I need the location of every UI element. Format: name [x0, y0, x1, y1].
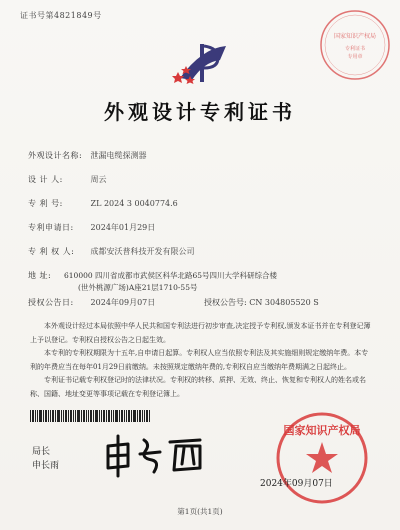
field-application-date [28, 222, 155, 233]
field-value: 2024年09月07日 [90, 298, 156, 307]
svg-text:国家知识产权局: 国家知识产权局 [333, 33, 377, 40]
field-value: ZL 2024 3 0040774.6 [90, 199, 178, 208]
field-label: 外观设计名称: [28, 151, 83, 160]
field-value: 成都安沃普科技开发有限公司 [90, 247, 195, 256]
field-patentee [28, 246, 195, 257]
field-address-line2: (世外桃源广场)A座21层1710-55号 [78, 283, 198, 292]
seal-date: 2024年09月07日 [260, 479, 333, 489]
certificate-body-text [30, 320, 372, 401]
cnipa-logo-icon [170, 38, 234, 88]
svg-text:专利证书: 专利证书 [344, 46, 366, 52]
field-label: 地 址: [28, 271, 52, 280]
field-designer [28, 174, 107, 185]
barcode-icon [30, 410, 150, 422]
field-label: 专 利 号: [28, 199, 63, 208]
field-address-label [28, 270, 64, 281]
field-value: 周云 [90, 175, 107, 184]
field-label: 授权公告日: [28, 298, 74, 307]
svg-text:专用章: 专用章 [347, 54, 363, 60]
field-value: CN 304805520 S [249, 298, 319, 307]
field-label: 专 利 权 人: [28, 247, 75, 256]
paragraph: 本外观设计经过本局依照中华人民共和国专利法进行初步审查,决定授予专利权,颁发本证书并在专利登记簿上予以登记。专利权自授权公告之日起生效。 [30, 322, 371, 344]
field-patent-number [28, 198, 178, 209]
field-label: 专利申请日: [28, 223, 74, 232]
page-number: 第1页(共1页) [177, 507, 223, 516]
seal-text: 国家知识产权局 [283, 424, 361, 437]
director-signature [100, 430, 210, 480]
top-seal-stamp [318, 8, 392, 82]
field-design-name [28, 150, 147, 161]
page-title: 外观设计专利证书 [104, 100, 296, 124]
director-title: 局长 [32, 447, 51, 457]
field-value: 2024年01月29日 [90, 223, 156, 232]
field-value: 泄漏电缆探测器 [90, 151, 147, 160]
certificate-number: 证书号第4821849号 [20, 11, 102, 20]
field-grant-number [204, 297, 319, 308]
official-seal-stamp [262, 408, 382, 508]
field-grant-date [28, 297, 155, 308]
field-label: 授权公告号: [204, 298, 247, 307]
paragraph: 本专利的专利权期限为十五年,自申请日起算。专利权人应当依照专利法及其实施细则规定缴纳年费。本专利的年费应当在每年01月29日前缴纳。未按照规定缴纳年费的,专利权自应当缴纳年费期满之日起终止。 [30, 349, 369, 371]
field-label: 设 计 人: [28, 175, 63, 184]
paragraph: 专利证书记载专利权登记时的法律状况。专利权的转移、质押、无效、终止、恢复和专利权人的姓名或名称、国籍、地址变更等事项记载在专利登记簿上。 [30, 376, 366, 398]
director-name: 申长雨 [32, 461, 60, 471]
field-address-line1: 610000 四川省成都市武侯区科华北路65号四川大学科研综合楼 [64, 271, 278, 280]
